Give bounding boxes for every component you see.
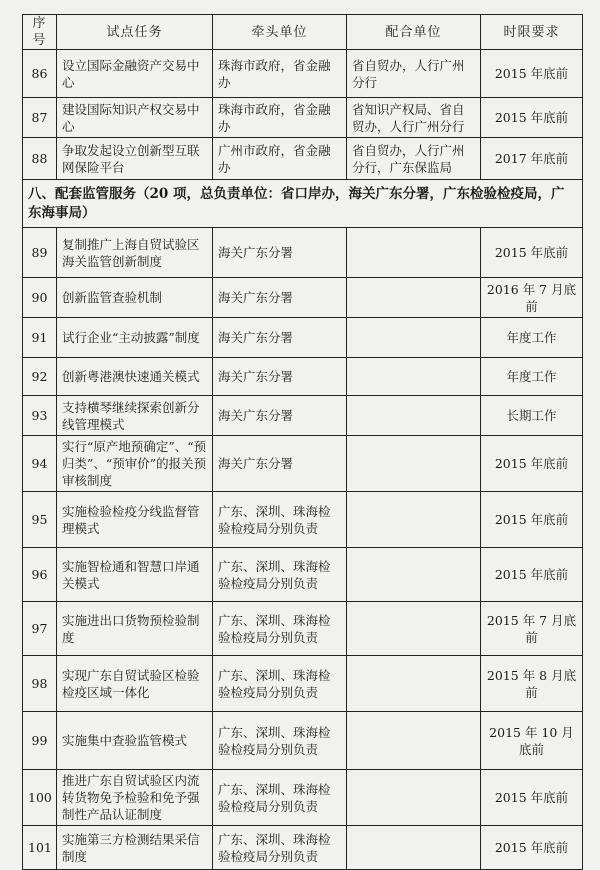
cell-coop-unit: [347, 548, 481, 602]
table-row: [23, 656, 583, 712]
table-body-bottom: [23, 228, 583, 870]
cell-coop-unit: [347, 826, 481, 870]
cell-task: 创新监管查验机制: [57, 278, 213, 318]
cell-coop-unit: [347, 602, 481, 656]
cell-number: 86: [23, 50, 57, 98]
task-table: [22, 14, 583, 870]
cell-coop-unit: 省自贸办，人行广州分行: [347, 50, 481, 98]
cell-lead-unit: 广东、深圳、珠海检验检疫局分别负责: [213, 770, 347, 826]
cell-coop-unit: [347, 228, 481, 278]
cell-lead-unit: 海关广东分署: [213, 396, 347, 436]
table-row: [23, 138, 583, 180]
table-row: [23, 770, 583, 826]
table-row: [23, 712, 583, 770]
cell-task: 推进广东自贸试验区内流转货物免予检验和免予强制性产品认证制度: [57, 770, 213, 826]
table-row: [23, 318, 583, 358]
cell-lead-unit: 珠海市政府，省金融办: [213, 50, 347, 98]
cell-lead-unit: 海关广东分署: [213, 358, 347, 396]
cell-coop-unit: [347, 396, 481, 436]
cell-task: 实施检验检疫分线监督管理模式: [57, 492, 213, 548]
cell-deadline: 2015 年底前: [481, 770, 583, 826]
header-coop: 配合单位: [347, 15, 481, 50]
cell-coop-unit: [347, 358, 481, 396]
table-row: [23, 50, 583, 98]
table-row: [23, 492, 583, 548]
table-row: [23, 436, 583, 492]
cell-number: 94: [23, 436, 57, 492]
cell-deadline: 2015 年 8 月底前: [481, 656, 583, 712]
cell-deadline: 2015 年底前: [481, 228, 583, 278]
cell-number: 89: [23, 228, 57, 278]
table-row: [23, 396, 583, 436]
cell-task: 设立国际金融资产交易中心: [57, 50, 213, 98]
cell-deadline: 2015 年底前: [481, 436, 583, 492]
cell-deadline: 2015 年底前: [481, 826, 583, 870]
cell-coop-unit: 省知识产权局、省自贸办，人行广州分行: [347, 98, 481, 138]
cell-task: 支持横琴继续探索创新分线管理模式: [57, 396, 213, 436]
cell-lead-unit: 广东、深圳、珠海检验检疫局分别负责: [213, 492, 347, 548]
header-lead: 牵头单位: [213, 15, 347, 50]
cell-deadline: 年度工作: [481, 318, 583, 358]
cell-lead-unit: 海关广东分署: [213, 278, 347, 318]
cell-deadline: 年度工作: [481, 358, 583, 396]
cell-number: 98: [23, 656, 57, 712]
table-row: [23, 278, 583, 318]
cell-lead-unit: 广东、深圳、珠海检验检疫局分别负责: [213, 826, 347, 870]
cell-lead-unit: 海关广东分署: [213, 228, 347, 278]
cell-lead-unit: 广东、深圳、珠海检验检疫局分别负责: [213, 548, 347, 602]
cell-task: 实现广东自贸试验区检验检疫区域一体化: [57, 656, 213, 712]
cell-lead-unit: 广东、深圳、珠海检验检疫局分别负责: [213, 602, 347, 656]
cell-deadline: 2017 年底前: [481, 138, 583, 180]
cell-task: 实施进出口货物预检验制度: [57, 602, 213, 656]
cell-coop-unit: [347, 278, 481, 318]
cell-number: 87: [23, 98, 57, 138]
cell-deadline: 2015 年底前: [481, 548, 583, 602]
cell-coop-unit: [347, 436, 481, 492]
cell-number: 96: [23, 548, 57, 602]
cell-coop-unit: [347, 656, 481, 712]
cell-number: 88: [23, 138, 57, 180]
cell-coop-unit: 省自贸办，人行广州分行，广东保监局: [347, 138, 481, 180]
cell-number: 90: [23, 278, 57, 318]
cell-task: 实施智检通和智慧口岸通关模式: [57, 548, 213, 602]
cell-lead-unit: 海关广东分署: [213, 318, 347, 358]
cell-lead-unit: 广东、深圳、珠海检验检疫局分别负责: [213, 656, 347, 712]
cell-task: 复制推广上海自贸试验区海关监管创新制度: [57, 228, 213, 278]
cell-number: 92: [23, 358, 57, 396]
cell-coop-unit: [347, 492, 481, 548]
cell-deadline: 2015 年底前: [481, 50, 583, 98]
cell-number: 97: [23, 602, 57, 656]
table-body-top: [23, 50, 583, 180]
table-row: [23, 98, 583, 138]
cell-number: 91: [23, 318, 57, 358]
cell-number: 100: [23, 770, 57, 826]
table-row: [23, 358, 583, 396]
cell-task: 建设国际知识产权交易中心: [57, 98, 213, 138]
cell-lead-unit: 海关广东分署: [213, 436, 347, 492]
cell-task: 创新粤港澳快速通关模式: [57, 358, 213, 396]
cell-task: 实行“原产地预确定”、“预归类”、“预审价”的报关预审核制度: [57, 436, 213, 492]
cell-deadline: 2015 年 10 月底前: [481, 712, 583, 770]
table-row: [23, 602, 583, 656]
cell-deadline: 2015 年 7 月底前: [481, 602, 583, 656]
table-row: [23, 228, 583, 278]
table-row: [23, 548, 583, 602]
cell-number: 95: [23, 492, 57, 548]
header-task: 试点任务: [57, 15, 213, 50]
cell-task: 实施集中查验监管模式: [57, 712, 213, 770]
cell-task: 实施第三方检测结果采信制度: [57, 826, 213, 870]
cell-number: 99: [23, 712, 57, 770]
cell-number: 93: [23, 396, 57, 436]
table-row: [23, 826, 583, 870]
cell-lead-unit: 珠海市政府，省金融办: [213, 98, 347, 138]
header-no: 序号: [23, 15, 57, 50]
cell-deadline: 2016 年 7 月底前: [481, 278, 583, 318]
cell-coop-unit: [347, 318, 481, 358]
cell-task: 争取发起设立创新型互联网保险平台: [57, 138, 213, 180]
cell-lead-unit: 广东、深圳、珠海检验检疫局分别负责: [213, 712, 347, 770]
cell-coop-unit: [347, 712, 481, 770]
section-heading: 八、配套监管服务（20 项，总负责单位：省口岸办，海关广东分署，广东检验检疫局，广东海事局）: [23, 180, 583, 228]
cell-deadline: 2015 年底前: [481, 98, 583, 138]
cell-task: 试行企业“主动披露”制度: [57, 318, 213, 358]
table-header-row: [23, 15, 583, 50]
cell-number: 101: [23, 826, 57, 870]
cell-deadline: 长期工作: [481, 396, 583, 436]
cell-coop-unit: [347, 770, 481, 826]
header-time: 时限要求: [481, 15, 583, 50]
section-heading-row: [23, 180, 583, 228]
cell-deadline: 2015 年底前: [481, 492, 583, 548]
cell-lead-unit: 广州市政府，省金融办: [213, 138, 347, 180]
